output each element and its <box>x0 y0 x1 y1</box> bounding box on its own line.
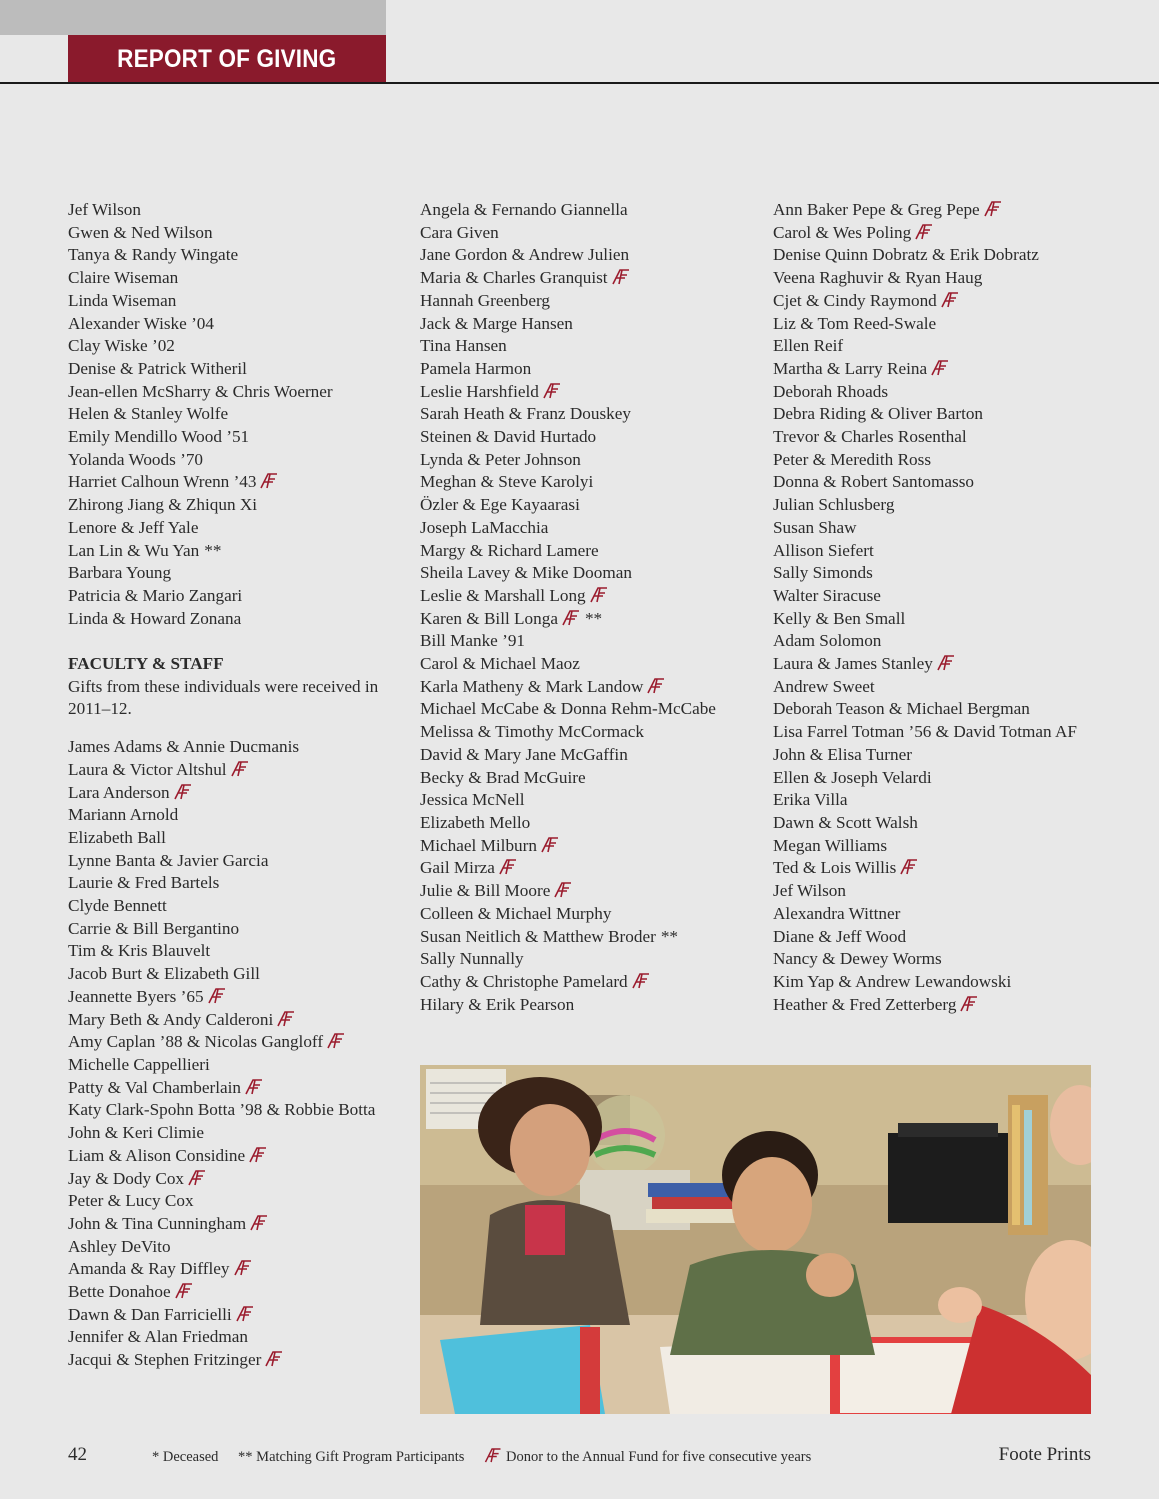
annual-fund-icon <box>175 1283 193 1299</box>
donor-column-2 <box>420 199 770 1016</box>
donor-entry <box>773 267 1123 290</box>
donor-name: Cjet & Cindy Raymond <box>773 290 937 310</box>
donor-name: Megan Williams <box>773 835 888 855</box>
donor-entry <box>420 449 770 472</box>
donor-entry <box>773 835 1123 858</box>
donor-entry <box>68 1349 418 1372</box>
donor-entry <box>68 895 418 918</box>
donor-name: Trevor & Charles Rosenthal <box>773 427 967 447</box>
donor-name: Mariann Arnold <box>68 805 179 825</box>
donor-name: Dawn & Dan Farricielli <box>68 1304 232 1324</box>
donor-name: Jack & Marge Hansen <box>420 313 573 333</box>
donor-entry <box>773 517 1123 540</box>
donor-name: Katy Clark-Spohn Botta ’98 & Robbie Botta <box>68 1100 376 1120</box>
donor-name: Mary Beth & Andy Calderoni <box>68 1009 274 1029</box>
donor-name: Bill Manke ’91 <box>420 631 526 651</box>
donor-entry <box>68 1099 418 1122</box>
donor-entry <box>773 585 1123 608</box>
donor-entry <box>420 789 770 812</box>
donor-entry <box>773 540 1123 563</box>
donor-entry <box>68 1258 418 1281</box>
donor-entry <box>68 1304 418 1327</box>
donor-name: Amy Caplan ’88 & Nicolas Gangloff <box>68 1032 324 1052</box>
donor-entry <box>420 222 770 245</box>
donor-entry <box>773 744 1123 767</box>
donor-name: Lenore & Jeff Yale <box>68 517 199 537</box>
donor-entry <box>420 244 770 267</box>
annual-fund-icon <box>265 1351 283 1367</box>
donor-name: Donna & Robert Santomasso <box>773 472 974 492</box>
donor-entry <box>773 994 1123 1017</box>
donor-name: Martha & Larry Reina <box>773 358 928 378</box>
publication-name: Foote Prints <box>998 1444 1091 1465</box>
donor-entry <box>773 449 1123 472</box>
donor-name: Jef Wilson <box>68 200 141 219</box>
donor-name: James Adams & Annie Ducmanis <box>68 737 300 757</box>
donor-entry <box>68 540 418 563</box>
legend-deceased: * Deceased <box>152 1449 219 1465</box>
donor-name: Liz & Tom Reed-Swale <box>773 313 937 333</box>
donor-entry <box>68 313 418 336</box>
donor-entry <box>773 358 1123 381</box>
donor-name: Laura & Victor Altshul <box>68 759 227 779</box>
donor-name: Deborah Teason & Michael Bergman <box>773 699 1030 719</box>
footer-legend <box>152 1448 811 1466</box>
annual-fund-icon <box>937 655 955 671</box>
donor-name: Jane Gordon & Andrew Julien <box>420 245 630 265</box>
donor-name: Leslie Harshfield <box>420 381 539 401</box>
donor-name: Lynne Banta & Javier Garcia <box>68 850 269 870</box>
donor-entry <box>68 1077 418 1100</box>
donor-name: Linda & Howard Zonana <box>68 608 242 628</box>
donor-name: Steinen & David Hurtado <box>420 427 597 447</box>
donor-name: Melissa & Timothy McCormack <box>420 722 644 742</box>
donor-name: Özler & Ege Kayaarasi <box>420 495 580 515</box>
annual-fund-icon <box>484 1448 502 1463</box>
legend-matching: ** Matching Gift Program Participants <box>238 1449 465 1465</box>
donor-name: Susan Shaw <box>773 517 857 537</box>
donor-name: Yolanda Woods ’70 <box>68 449 204 469</box>
donor-entry <box>773 630 1123 653</box>
donor-entry <box>68 358 418 381</box>
donor-entry <box>420 313 770 336</box>
donor-name: Jef Wilson <box>773 881 846 901</box>
donor-list <box>68 199 418 630</box>
donor-entry <box>773 562 1123 585</box>
donor-entry <box>420 948 770 971</box>
donor-name: Elizabeth Ball <box>68 827 166 847</box>
donor-name: Maria & Charles Granquist <box>420 268 608 288</box>
donor-entry <box>68 1213 418 1236</box>
donor-name: Ellen Reif <box>773 336 844 356</box>
donor-entry <box>68 1122 418 1145</box>
donor-name: Clay Wiske ’02 <box>68 336 175 356</box>
annual-fund-icon <box>245 1079 263 1095</box>
donor-entry <box>68 1236 418 1259</box>
donor-entry <box>420 630 770 653</box>
donor-entry <box>68 471 418 494</box>
donor-name: Bette Donahoe <box>68 1282 171 1302</box>
donor-name: Julie & Bill Moore <box>420 881 551 901</box>
donor-entry <box>420 653 770 676</box>
donor-name: Angela & Fernando Giannella <box>420 200 628 219</box>
donor-entry <box>420 562 770 585</box>
section-banner <box>68 35 386 83</box>
donor-entry <box>420 721 770 744</box>
annual-fund-icon <box>900 859 918 875</box>
donor-name: Jeannette Byers ’65 <box>68 986 204 1006</box>
donor-name: Kelly & Ben Small <box>773 608 906 628</box>
annual-fund-icon <box>612 269 630 285</box>
donor-name: Sarah Heath & Franz Douskey <box>420 404 631 424</box>
donor-name: Zhirong Jiang & Zhiqun Xi <box>68 495 258 515</box>
donor-entry <box>773 676 1123 699</box>
donor-name: Pamela Harmon <box>420 358 532 378</box>
donor-entry <box>420 903 770 926</box>
donor-entry <box>773 789 1123 812</box>
donor-entry <box>68 918 418 941</box>
donor-name: Elizabeth Mello <box>420 812 531 832</box>
donor-name: Colleen & Michael Murphy <box>420 903 612 923</box>
donor-name: Patricia & Mario Zangari <box>68 585 243 605</box>
donor-name: Julian Schlusberg <box>773 495 895 515</box>
annual-fund-icon <box>208 988 226 1004</box>
donor-entry <box>68 1031 418 1054</box>
annual-fund-icon <box>543 383 561 399</box>
donor-name: Liam & Alison Considine <box>68 1145 246 1165</box>
donor-entry <box>773 313 1123 336</box>
donor-name: Cathy & Christophe Pamelard <box>420 971 628 991</box>
donor-name: Meghan & Steve Karolyi <box>420 472 594 492</box>
donor-name: Michael McCabe & Donna Rehm-McCabe <box>420 699 716 719</box>
donor-entry <box>68 782 418 805</box>
donor-name: Lan Lin & Wu Yan <box>68 540 200 560</box>
donor-entry <box>68 1281 418 1304</box>
donor-entry <box>68 608 418 631</box>
donor-name: Kim Yap & Andrew Lewandowski <box>773 971 1012 991</box>
donor-name: Jay & Dody Cox <box>68 1168 185 1188</box>
donor-column-1 <box>68 199 418 1372</box>
donor-name: Jacob Burt & Elizabeth Gill <box>68 964 260 984</box>
donor-name: Leslie & Marshall Long <box>420 585 586 605</box>
donor-entry <box>420 767 770 790</box>
donor-name: David & Mary Jane McGaffin <box>420 744 628 764</box>
donor-entry <box>773 926 1123 949</box>
donor-name: Deborah Rhoads <box>773 381 889 401</box>
donor-name: Karla Matheny & Mark Landow <box>420 676 644 696</box>
donor-entry <box>68 449 418 472</box>
page-footer <box>0 1444 1159 1474</box>
donor-list <box>773 199 1123 1016</box>
donor-name: John & Elisa Turner <box>773 744 912 764</box>
donor-name: Emily Mendillo Wood ’51 <box>68 427 250 447</box>
annual-fund-icon <box>960 996 978 1012</box>
donor-entry <box>773 199 1123 222</box>
donor-entry <box>68 1054 418 1077</box>
donor-entry <box>68 1168 418 1191</box>
donor-name: Cara Given <box>420 222 499 242</box>
donor-entry <box>420 290 770 313</box>
donor-name: Margy & Richard Lamere <box>420 540 599 560</box>
donor-name: Ann Baker Pepe & Greg Pepe <box>773 200 980 219</box>
annual-fund-icon <box>931 360 949 376</box>
donor-entry <box>420 426 770 449</box>
donor-entry <box>420 698 770 721</box>
donor-name: John & Tina Cunningham <box>68 1213 247 1233</box>
header-rule <box>0 82 1159 84</box>
donor-name: Veena Raghuvir & Ryan Haug <box>773 268 983 288</box>
donor-entry <box>68 381 418 404</box>
donor-entry <box>773 381 1123 404</box>
donor-entry <box>68 517 418 540</box>
donor-column-3 <box>773 199 1123 1016</box>
annual-fund-icon <box>541 837 559 853</box>
donor-name: Tim & Kris Blauvelt <box>68 941 211 961</box>
donor-name: Erika Villa <box>773 790 848 810</box>
donor-entry <box>773 222 1123 245</box>
donor-entry <box>68 963 418 986</box>
donor-entry <box>773 608 1123 631</box>
donor-entry <box>68 1145 418 1168</box>
donor-entry <box>420 358 770 381</box>
donor-entry <box>68 585 418 608</box>
donor-mark: ** <box>584 608 603 628</box>
donor-name: Heather & Fred Zetterberg <box>773 994 957 1014</box>
donor-entry <box>68 804 418 827</box>
donor-name: John & Keri Climie <box>68 1123 205 1143</box>
donor-entry <box>68 403 418 426</box>
annual-fund-icon <box>327 1033 345 1049</box>
donor-list <box>420 199 770 1016</box>
donor-name: Dawn & Scott Walsh <box>773 812 918 832</box>
donor-entry <box>420 585 770 608</box>
donor-name: Nancy & Dewey Worms <box>773 949 942 969</box>
donor-entry <box>420 199 770 222</box>
donor-name: Clyde Bennett <box>68 896 167 916</box>
donor-name: Gwen & Ned Wilson <box>68 222 213 242</box>
donor-name: Peter & Lucy Cox <box>68 1191 194 1211</box>
donor-entry <box>68 850 418 873</box>
donor-name: Patty & Val Chamberlain <box>68 1077 241 1097</box>
donor-entry <box>420 471 770 494</box>
annual-fund-icon <box>249 1147 267 1163</box>
donor-name: Hilary & Erik Pearson <box>420 994 575 1014</box>
donor-entry <box>773 403 1123 426</box>
donor-name: Ashley DeVito <box>68 1236 171 1256</box>
donor-entry <box>420 403 770 426</box>
annual-fund-icon <box>188 1170 206 1186</box>
donor-entry <box>68 1009 418 1032</box>
annual-fund-icon <box>277 1011 295 1027</box>
donor-name: Becky & Brad McGuire <box>420 767 586 787</box>
donor-entry <box>420 335 770 358</box>
donor-entry <box>68 940 418 963</box>
annual-fund-icon <box>554 882 572 898</box>
donor-entry <box>420 857 770 880</box>
donor-name: Walter Siracuse <box>773 585 881 605</box>
donor-entry <box>420 880 770 903</box>
donor-name: Alexander Wiske ’04 <box>68 313 214 333</box>
donor-entry <box>420 994 770 1017</box>
donor-entry <box>773 812 1123 835</box>
donor-mark: ** <box>660 926 678 946</box>
donor-name: Adam Solomon <box>773 631 882 651</box>
annual-fund-icon <box>234 1260 252 1276</box>
donor-entry <box>773 698 1123 721</box>
donor-entry <box>773 948 1123 971</box>
donor-name: Amanda & Ray Diffley <box>68 1259 230 1279</box>
donor-name: Barbara Young <box>68 563 172 583</box>
donor-name: Claire Wiseman <box>68 268 179 288</box>
donor-entry <box>420 381 770 404</box>
donor-name: Sally Simonds <box>773 563 873 583</box>
donor-entry <box>420 744 770 767</box>
annual-fund-icon <box>941 292 959 308</box>
donor-name: Lara Anderson <box>68 782 170 802</box>
page-number: 42 <box>68 1444 87 1465</box>
donor-entry <box>68 1326 418 1349</box>
annual-fund-icon <box>260 473 278 489</box>
donor-entry <box>773 290 1123 313</box>
donor-name: Sheila Lavey & Mike Dooman <box>420 563 632 583</box>
donor-name: Harriet Calhoun Wrenn ’43 <box>68 472 257 492</box>
donor-name: Gail Mirza <box>420 858 495 878</box>
donor-entry <box>68 872 418 895</box>
donor-entry <box>420 267 770 290</box>
donor-entry <box>773 857 1123 880</box>
page-title: REPORT OF GIVING <box>117 44 337 73</box>
donor-entry <box>68 986 418 1009</box>
annual-fund-icon <box>915 224 933 240</box>
donor-name: Carrie & Bill Bergantino <box>68 918 240 938</box>
donor-name: Laura & James Stanley <box>773 654 933 674</box>
faculty-section-title: FACULTY & STAFF <box>68 654 224 674</box>
donor-entry <box>773 767 1123 790</box>
annual-fund-icon <box>174 784 192 800</box>
donor-entry <box>773 903 1123 926</box>
donor-entry <box>68 290 418 313</box>
legend-annual-fund: Donor to the Annual Fund for five consecutive years <box>506 1449 812 1465</box>
donor-mark: ** <box>204 540 222 560</box>
donor-entry <box>773 244 1123 267</box>
donor-entry <box>420 926 770 949</box>
donor-entry <box>773 426 1123 449</box>
donor-entry <box>68 222 418 245</box>
donor-name: Debra Riding & Oliver Barton <box>773 404 984 424</box>
donor-entry <box>68 827 418 850</box>
donor-entry <box>773 880 1123 903</box>
donor-name: Linda Wiseman <box>68 290 177 310</box>
annual-fund-icon <box>250 1215 268 1231</box>
donor-name: Ted & Lois Willis <box>773 858 897 878</box>
annual-fund-icon <box>632 973 650 989</box>
faculty-donor-list <box>68 736 418 1372</box>
donor-entry <box>420 971 770 994</box>
donor-entry <box>68 335 418 358</box>
donor-entry <box>773 494 1123 517</box>
donor-entry <box>420 676 770 699</box>
donor-entry <box>68 244 418 267</box>
donor-entry <box>68 736 418 759</box>
donor-name: Susan Neitlich & Matthew Broder <box>420 926 656 946</box>
donor-entry <box>420 540 770 563</box>
donor-name: Lisa Farrel Totman ’56 & David Totman AF <box>773 722 1077 742</box>
donor-name: Joseph LaMacchia <box>420 517 549 537</box>
donor-entry <box>773 335 1123 358</box>
donor-name: Tanya & Randy Wingate <box>68 245 239 265</box>
donor-name: Denise Quinn Dobratz & Erik Dobratz <box>773 245 1039 265</box>
donor-name: Peter & Meredith Ross <box>773 449 932 469</box>
annual-fund-icon <box>231 761 249 777</box>
donor-entry <box>68 426 418 449</box>
annual-fund-icon <box>647 678 665 694</box>
donor-name: Michael Milburn <box>420 835 537 855</box>
donor-name: Helen & Stanley Wolfe <box>68 404 229 424</box>
faculty-section-note: Gifts from these individuals were received in 2011–12. <box>68 676 379 719</box>
donor-entry <box>68 759 418 782</box>
donor-entry <box>773 653 1123 676</box>
header-gray-band <box>0 0 386 35</box>
donor-name: Tina Hansen <box>420 336 507 356</box>
donor-name: Alexandra Wittner <box>773 903 901 923</box>
donor-name: Allison Siefert <box>773 540 874 560</box>
donor-entry <box>68 199 418 222</box>
donor-name: Laurie & Fred Bartels <box>68 873 220 893</box>
donor-name: Jacqui & Stephen Fritzinger <box>68 1350 262 1370</box>
donor-entry <box>420 835 770 858</box>
donor-name: Lynda & Peter Johnson <box>420 449 581 469</box>
donor-name: Jennifer & Alan Friedman <box>68 1327 248 1347</box>
donor-name: Diane & Jeff Wood <box>773 926 907 946</box>
donor-entry <box>420 494 770 517</box>
donor-name: Karen & Bill Longa <box>420 608 558 628</box>
donor-entry <box>773 471 1123 494</box>
donor-name: Jean-ellen McSharry & Chris Woerner <box>68 381 333 401</box>
donor-entry <box>68 267 418 290</box>
annual-fund-icon <box>562 610 580 626</box>
donor-entry <box>420 517 770 540</box>
donor-entry <box>68 1190 418 1213</box>
donor-entry <box>773 721 1123 744</box>
donor-name: Ellen & Joseph Velardi <box>773 767 932 787</box>
donor-entry <box>773 971 1123 994</box>
donor-name: Andrew Sweet <box>773 676 875 696</box>
annual-fund-icon <box>236 1306 254 1322</box>
donor-name: Denise & Patrick Witheril <box>68 358 247 378</box>
donor-entry <box>68 562 418 585</box>
annual-fund-icon <box>590 587 608 603</box>
donor-entry <box>420 608 770 631</box>
donor-name: Jessica McNell <box>420 790 525 810</box>
annual-fund-icon <box>499 859 517 875</box>
donor-entry <box>420 812 770 835</box>
donor-name: Carol & Michael Maoz <box>420 654 580 674</box>
donor-name: Sally Nunnally <box>420 949 524 969</box>
donor-entry <box>68 494 418 517</box>
donor-name: Hannah Greenberg <box>420 290 550 310</box>
donor-name: Michelle Cappellieri <box>68 1055 210 1074</box>
donor-name: Carol & Wes Poling <box>773 222 912 242</box>
annual-fund-icon <box>984 201 1002 217</box>
classroom-photo <box>420 1065 1091 1414</box>
